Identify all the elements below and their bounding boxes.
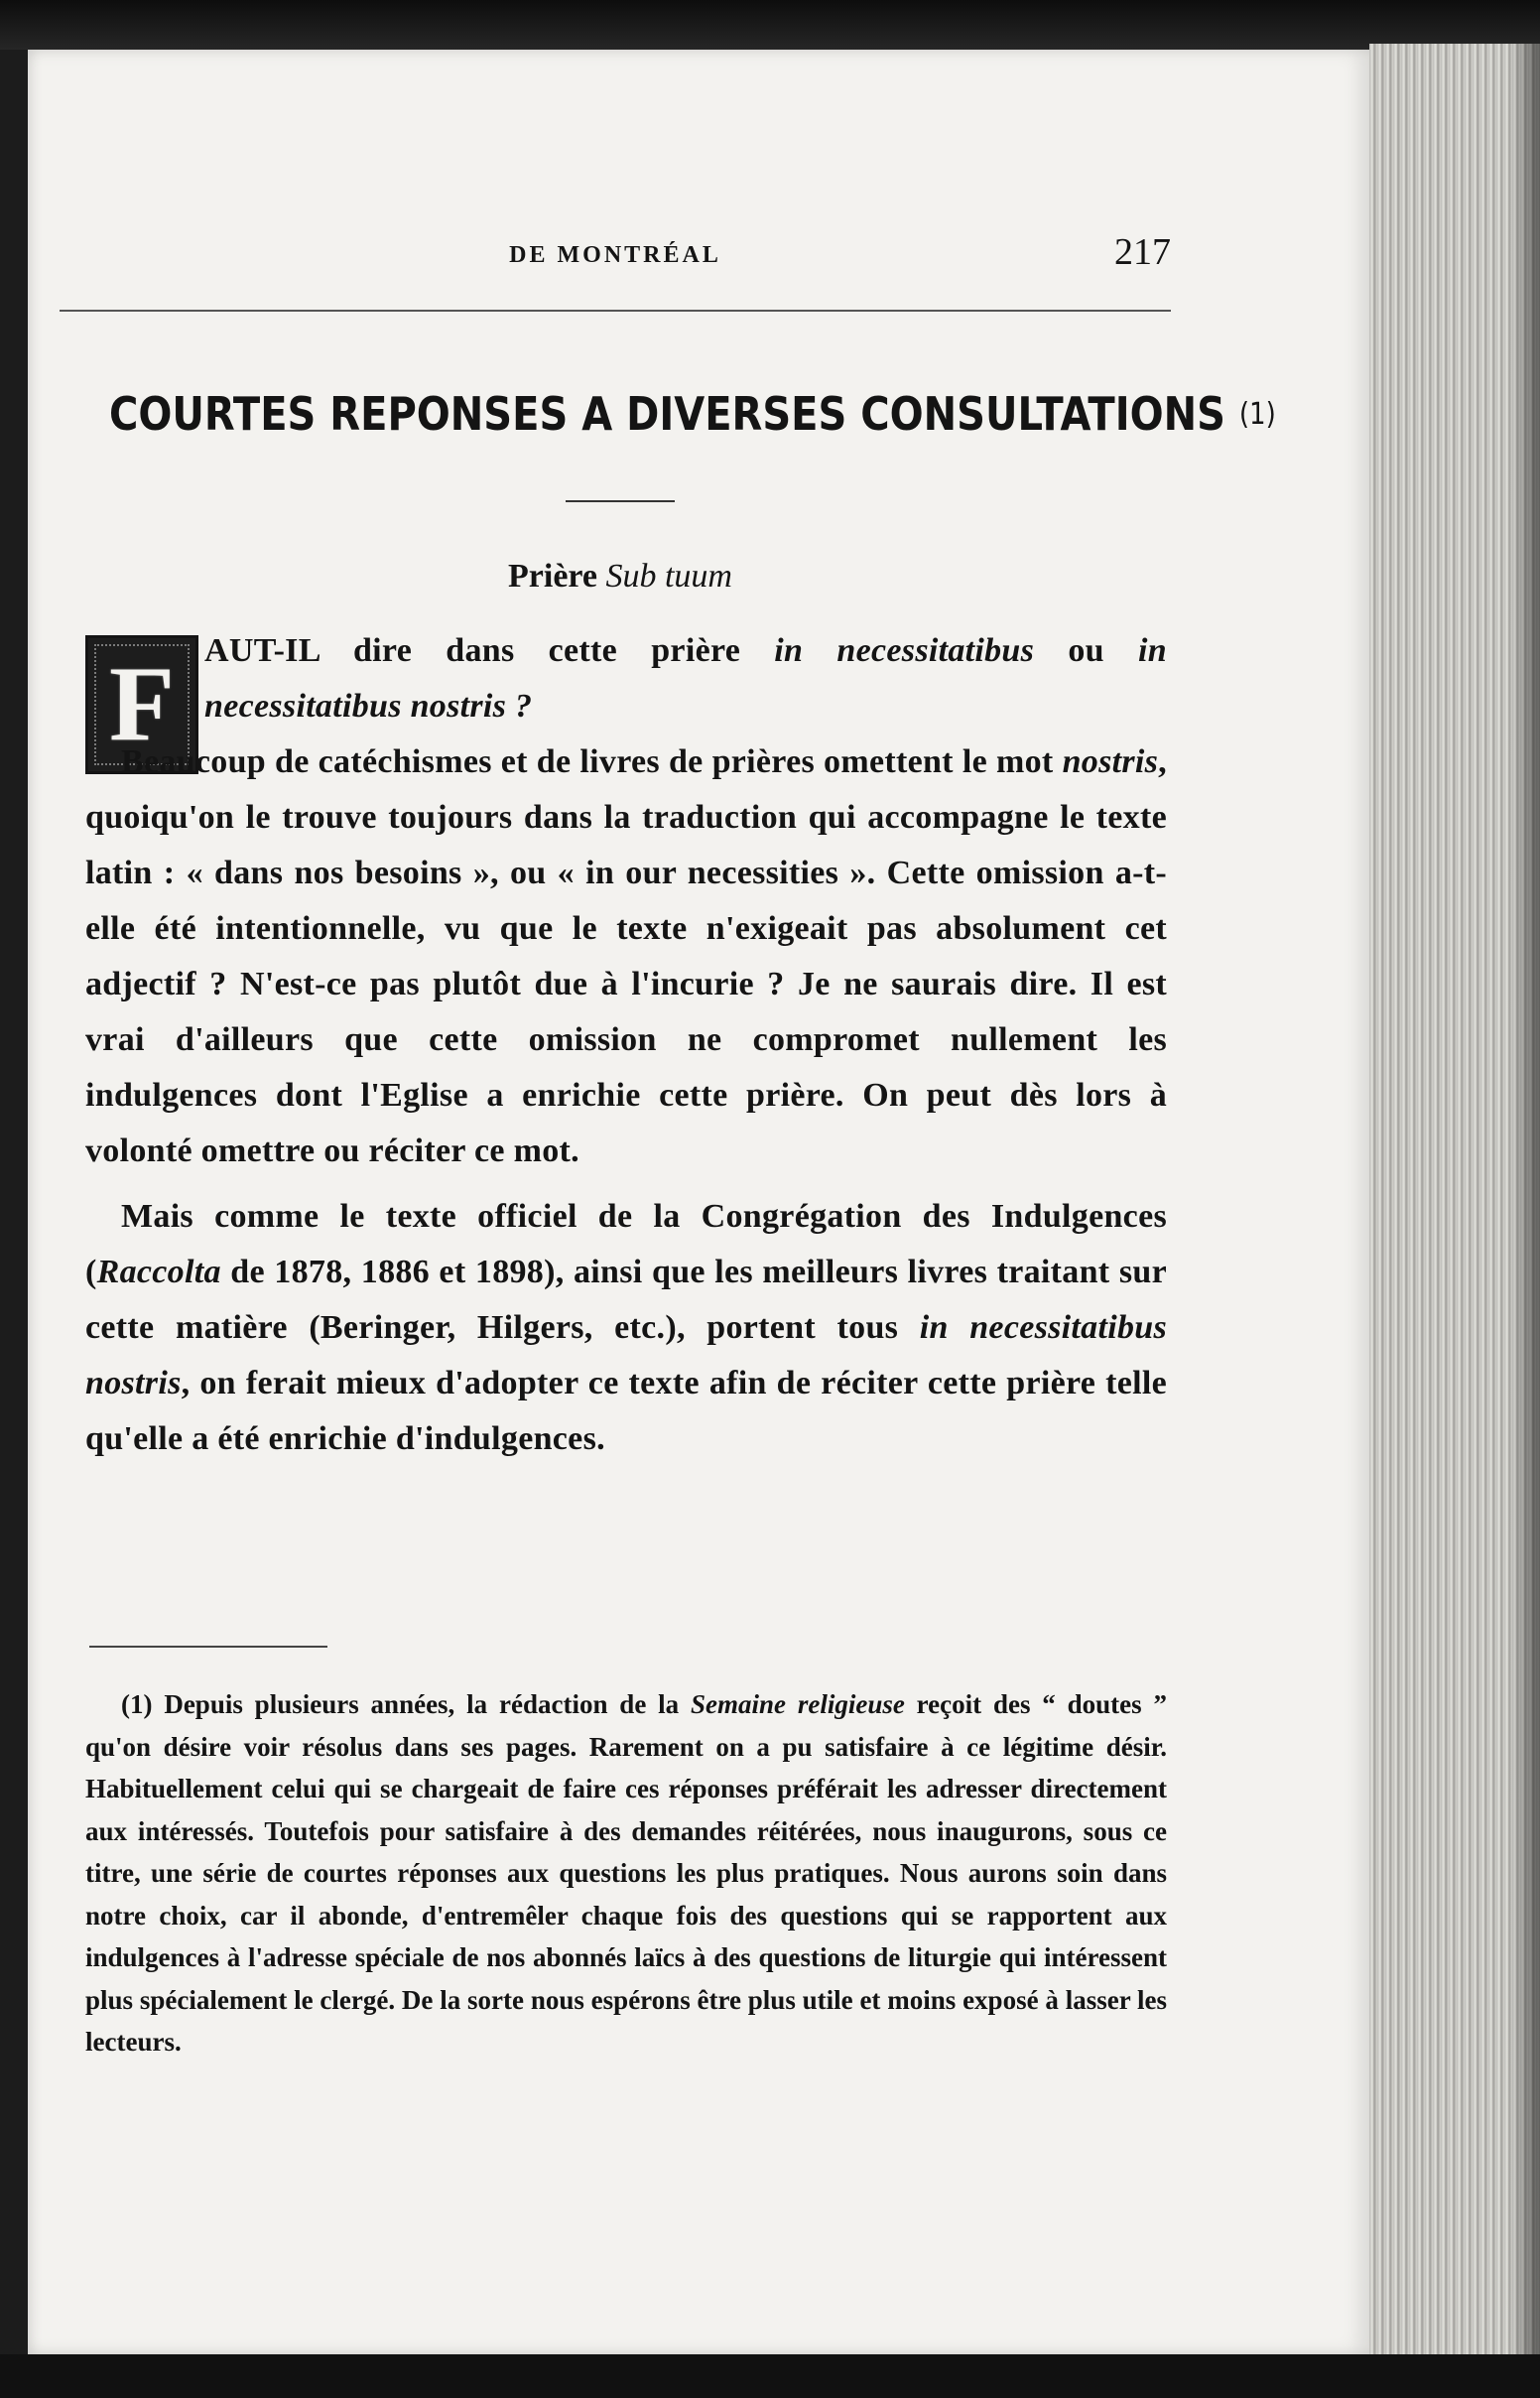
question-start: AUT-IL dire dans cette prière — [204, 632, 741, 669]
question-mid: ou — [1068, 632, 1104, 669]
paragraph-2-start: Mais comme le texte officiel de la Congrégation des Indulgences ( — [85, 1198, 1167, 1290]
question-italic-2: in necessitatibus nostris ? — [204, 632, 1167, 725]
title-separator-rule — [566, 500, 675, 502]
paragraph-2-mid: de 1878, 1886 et 1898), ainsi que les meilleurs livres traitant sur cette matière (Beringer, Hilgers, etc.), portent tous — [85, 1254, 1167, 1346]
paragraph-1-rest: , quoiqu'on le trouve toujours dans la traduction qui accompagne le texte latin : « dans nos besoins », ou « in our necessities ». Cette omission a-t-elle été intentionnelle, vu que le texte n'exigeait pas absolument cet adjectif ? N'est-ce pas plutôt due à l'incurie ? Je ne saurais dire. Il est vrai d'ailleurs que cette omission ne compromet nullement les indulgences dont l'Eglise a enrichie cette prière. On peut dès lors à volonté omettre ou réciter ce mot. — [85, 743, 1167, 1169]
article-body — [85, 623, 1167, 1467]
book-page-edges — [1369, 44, 1540, 2360]
page-number: 217 — [1114, 231, 1171, 273]
paragraph-1-italic: nostris — [1062, 743, 1159, 780]
running-title: DE MONTRÉAL — [509, 242, 721, 268]
footnote-rule — [89, 1646, 327, 1648]
section-heading-bold: Prière — [508, 558, 597, 595]
paragraph-2-italic-2: in necessitatibus nostris — [85, 1309, 1167, 1401]
section-heading-italic: Sub tuum — [605, 558, 732, 595]
article-title — [109, 387, 1276, 441]
section-heading — [0, 558, 1240, 596]
footnote-start: (1) Depuis plusieurs années, la rédaction de la — [121, 1689, 680, 1719]
footnote-rest: reçoit des “ doutes ” qu'on désire voir résolus dans ses pages. Rarement on a pu satisfaire à ce légitime désir. Habituellement celui qui se chargeait de faire ces réponses préférait les adresser directement aux intéressés. Toutefois pour satisfaire à des demandes réitérées, nous inaugurons, sous ce titre, une série de courtes réponses aux questions les plus pratiques. Nous aurons soin dans notre choix, car il abonde, d'entremêler chaque fois des questions qui se rapportent aux indulgences à l'adresse spéciale de nos abonnés laïcs à des questions de liturgie qui intéressent plus spécialement le clergé. De la sorte nous espérons être plus utile et moins exposé à lasser les lecteurs. — [85, 1689, 1167, 2057]
paragraph-2 — [85, 1189, 1167, 1467]
dropcap-letter: F — [109, 645, 175, 763]
scan-border-bottom — [0, 2354, 1540, 2398]
paragraph-1-start: Beaucoup de catéchismes et de livres de prières omettent le mot — [121, 743, 1054, 780]
scan-border-top — [0, 0, 1540, 50]
paragraph-gap — [85, 1179, 1167, 1189]
header-rule — [60, 310, 1171, 312]
question-italic-1: in necessitatibus — [774, 632, 1035, 669]
running-head — [60, 230, 1171, 280]
paragraph-1 — [85, 734, 1167, 1179]
article-title-text: COURTES REPONSES A DIVERSES CONSULTATIONS — [109, 387, 1225, 441]
question-paragraph — [204, 623, 1167, 734]
paragraph-2-end: , on ferait mieux d'adopter ce texte afin de réciter cette prière telle qu'elle a été enrichie d'indulgences. — [85, 1365, 1167, 1457]
title-footnote-ref: (1) — [1238, 397, 1276, 432]
footnote-paragraph — [85, 1683, 1167, 2064]
paragraph-2-italic-1: Raccolta — [96, 1254, 221, 1290]
footnote — [85, 1683, 1167, 2064]
footnote-italic: Semaine religieuse — [691, 1689, 905, 1719]
